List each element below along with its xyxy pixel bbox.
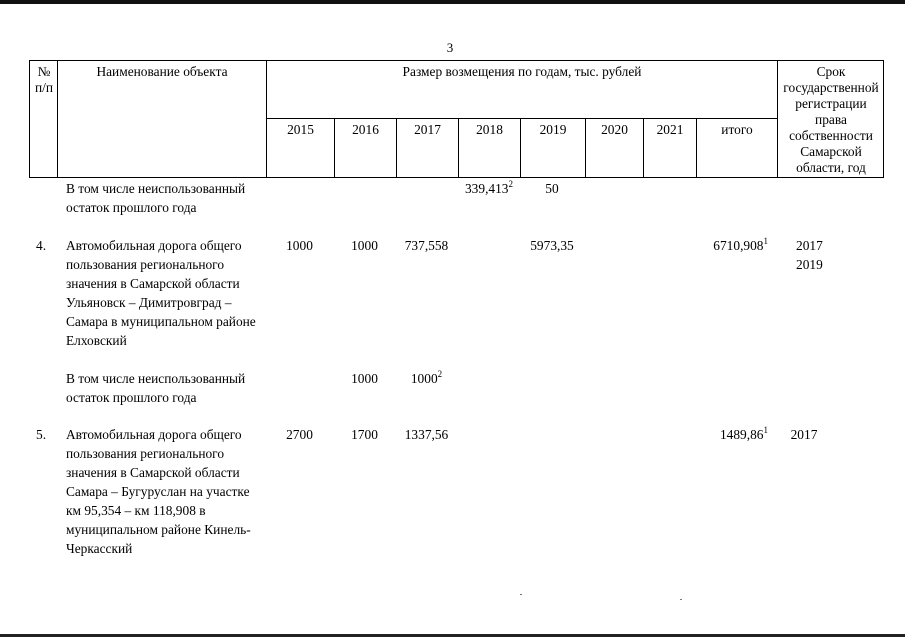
row-name: В том числе неиспользованный остаток прошлого года bbox=[66, 181, 246, 215]
row-value-2019: 50 bbox=[545, 181, 559, 196]
header-amount: Размер возмещения по годам, тыс. рублей bbox=[402, 64, 642, 79]
header-name: Наименование объекта bbox=[96, 64, 228, 79]
row-num: 4. bbox=[36, 238, 47, 253]
col-divider bbox=[266, 61, 267, 178]
scan-speck bbox=[520, 594, 522, 595]
row-value-2017: 1337,56 bbox=[404, 427, 449, 442]
row-name: Автомобильная дорога общего пользования регионального значения в Самарской области Самара – Бугуруслан на участке км 95,354 – км 118,908 в муниципальном районе Кинель-Черкасский bbox=[66, 427, 251, 556]
header-year-2019: 2019 bbox=[539, 122, 567, 137]
row-value-2017: 1000$^2$ bbox=[410, 368, 443, 386]
row-name: В том числе неиспользованный остаток прошлого года bbox=[66, 371, 246, 405]
page-number: 3 bbox=[446, 40, 454, 55]
header-num: № п/п bbox=[34, 64, 54, 95]
header-year-2021: 2021 bbox=[656, 122, 684, 137]
table-header bbox=[29, 60, 884, 178]
header-year-2017: 2017 bbox=[414, 122, 441, 137]
row-term: 2017 2019 bbox=[796, 238, 823, 272]
row-value-2016: 1700 bbox=[351, 427, 378, 442]
header-year-2020: 2020 bbox=[601, 122, 628, 137]
header-total: итого bbox=[721, 122, 753, 137]
header-term: Срок государственной регистрации права собственности Самарской области, год bbox=[783, 64, 879, 175]
top-border bbox=[0, 0, 905, 4]
row-name: Автомобильная дорога общего пользования регионального значения в Самарской области Ульяновск – Димитровград – Самара в муниципальном районе Елховский bbox=[66, 238, 256, 348]
row-value-total: 6710,908$^1$ bbox=[713, 235, 768, 253]
header-year-2015: 2015 bbox=[287, 122, 314, 137]
row-value-2016: 1000 bbox=[351, 371, 378, 386]
row-divider bbox=[266, 118, 777, 119]
scan-speck bbox=[680, 599, 682, 600]
header-year-2018: 2018 bbox=[476, 122, 503, 137]
row-value-2015: 1000 bbox=[286, 238, 313, 253]
row-value-2016: 1000 bbox=[351, 238, 378, 253]
header-year-2016: 2016 bbox=[352, 122, 379, 137]
row-value-2015: 2700 bbox=[286, 427, 313, 442]
row-value-2017: 737,558 bbox=[404, 238, 449, 253]
row-num: 5. bbox=[36, 427, 47, 442]
row-value-2018: 339,413$^2$ bbox=[464, 178, 514, 196]
row-term: 2017 bbox=[790, 427, 818, 442]
col-divider bbox=[57, 61, 58, 178]
row-value-total: 1489,86$^1$ bbox=[719, 424, 768, 442]
row-value-2019: 5973,35 bbox=[530, 238, 574, 253]
bottom-border bbox=[0, 634, 905, 637]
